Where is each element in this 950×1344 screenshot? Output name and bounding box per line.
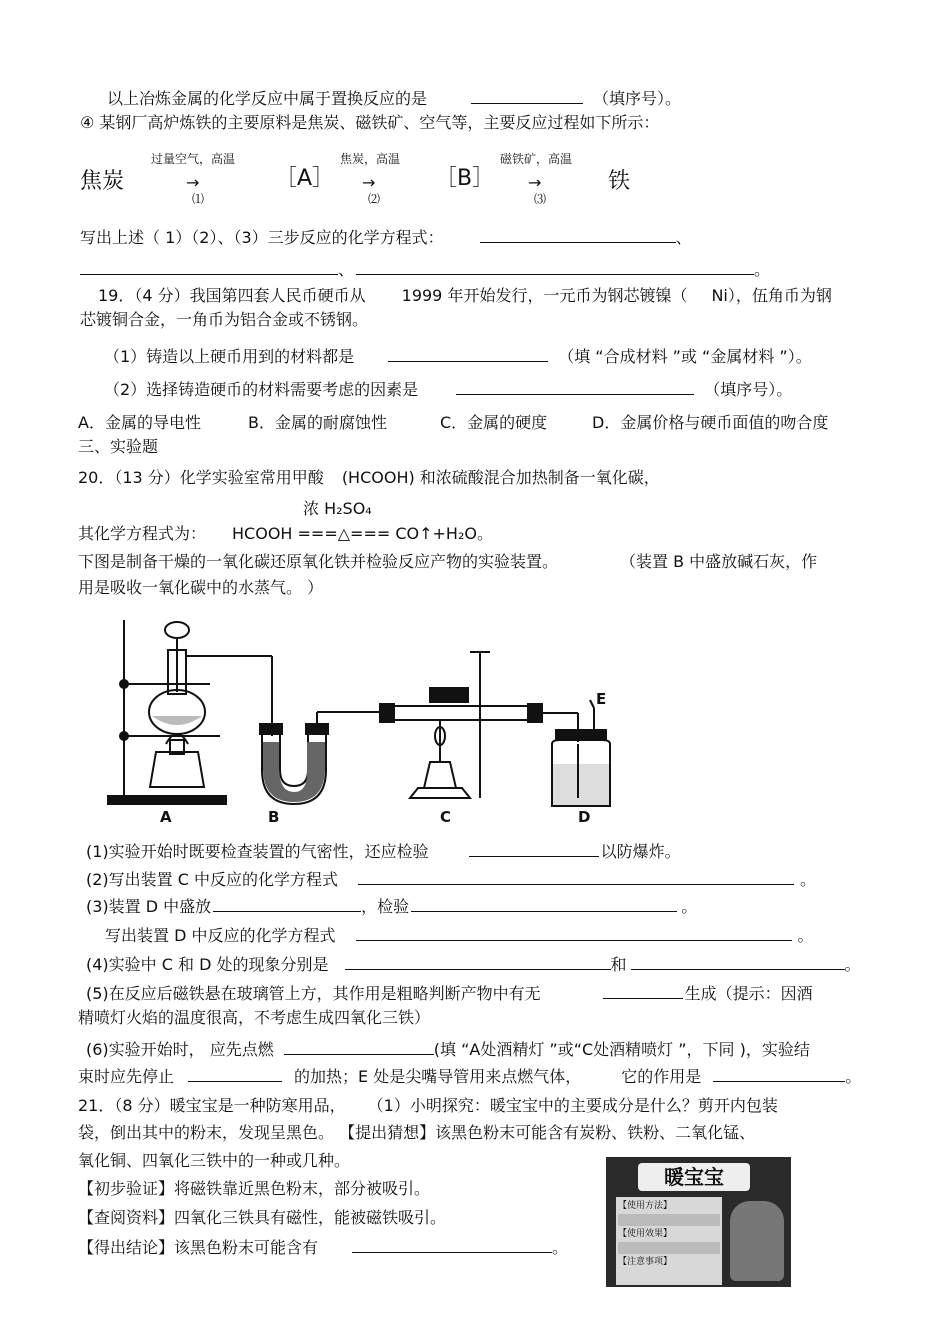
arrow-icon: → xyxy=(362,173,376,192)
arrow-icon: → xyxy=(186,173,200,192)
q21-line2: 袋，倒出其中的粉末，发现呈黑色。 【提出猜想】该黑色粉末可能含有炭粉、铁粉、二氧化锰、 xyxy=(78,1123,756,1142)
answer-blank[interactable] xyxy=(631,953,845,970)
q20-p2: (2)写出装置 C 中反应的化学方程式 。 xyxy=(86,870,817,889)
product-title: 暖宝宝 xyxy=(638,1163,750,1191)
q20-p3: (3)装置 D 中盛放 ，检验 。 xyxy=(86,897,698,916)
q20-p5c: 精喷灯火焰的温度很高，不考虑生成四氧化三铁） xyxy=(78,1008,431,1027)
q20-p4: (4)实验中 C 和 D 处的现象分别是 和 。 xyxy=(86,955,861,974)
q21-line6: 【得出结论】该黑色粉末可能含有 。 xyxy=(78,1238,569,1257)
answer-blank[interactable] xyxy=(456,378,694,395)
product-figure xyxy=(730,1201,784,1281)
answer-blank[interactable] xyxy=(603,982,683,999)
q21-line5: 【查阅资料】四氧化三铁具有磁性，能被磁铁吸引。 xyxy=(78,1208,447,1227)
q18-line2: ④ 某钢厂高炉炼铁的主要原料是焦炭、磁铁矿、空气等，主要反应过程如下所示： xyxy=(80,113,660,132)
answer-blank[interactable] xyxy=(469,840,599,857)
flow-box-b: ［B］ xyxy=(435,166,495,191)
q20-p6: (6)实验开始时， 应先点燃 (填 “A处酒精灯 ”或“C处酒精喷灯 ”，下同 )，实验结 xyxy=(86,1040,810,1059)
section-heading: 三、实验题 xyxy=(78,437,159,456)
answer-blank[interactable] xyxy=(356,924,792,941)
product-notice: 【注意事项】 xyxy=(618,1257,673,1267)
q19-option-a: A．金属的导电性 xyxy=(78,413,201,432)
flow-end: 铁 xyxy=(608,169,631,194)
answer-blank[interactable] xyxy=(352,1236,552,1253)
product-usage: 【使用方法】 xyxy=(618,1201,673,1211)
q18-line1: 以上冶炼金属的化学反应中属于置换反应的是 （填序号）。 xyxy=(107,89,682,108)
q20-equation-line: 其化学方程式为： HCOOH ===△=== CO↑+H₂O。 xyxy=(78,524,493,543)
flow-cond-1: 过量空气，高温 xyxy=(151,152,236,166)
q21-line3: 氧化铜、四氧化三铁中的一种或几种。 xyxy=(78,1151,351,1170)
q19-option-d: D．金属价格与硬币面值的吻合度 xyxy=(592,413,829,432)
q20-p6-line2: 束时应先停止 的加热；E 处是尖嘴导管用来点燃气体， 它的作用是 。 xyxy=(78,1067,862,1086)
label-e: E xyxy=(596,690,607,708)
flow-cond-3: 磁铁矿，高温 xyxy=(500,152,573,166)
q19-option-b: B．金属的耐腐蚀性 xyxy=(248,413,387,432)
flow-cond-2: 焦炭，高温 xyxy=(340,152,401,166)
q20-line4: 用是吸收一氧化碳中的水蒸气。 ） xyxy=(78,578,324,597)
arrow-icon: → xyxy=(528,173,542,192)
answer-blank[interactable] xyxy=(480,226,676,243)
answer-blank[interactable] xyxy=(411,895,677,912)
q20-p5: (5)在反应后磁铁悬在玻璃管上方，其作用是粗略判断产物中有无 生成（提示：因酒 xyxy=(86,984,813,1003)
reaction-condition: 浓 H₂SO₄ xyxy=(303,499,372,518)
apparatus-b xyxy=(260,712,390,804)
apparatus-c xyxy=(380,652,578,798)
q21-line4: 【初步验证】将磁铁靠近黑色粉末，部分被吸引。 xyxy=(78,1179,431,1198)
flow-box-a: ［A］ xyxy=(275,166,335,191)
apparatus-d xyxy=(552,700,610,806)
q19-option-c: C．金属的硬度 xyxy=(440,413,548,432)
flow-step-2: ⑵ xyxy=(368,192,381,206)
product-photo xyxy=(606,1157,791,1287)
answer-blank[interactable] xyxy=(358,868,794,885)
flow-step-3: ⑶ xyxy=(534,192,547,206)
flow-step-1: ⑴ xyxy=(192,192,205,206)
flow-start: 焦炭 xyxy=(80,169,125,194)
q19-sub1: （1）铸造以上硬币用到的材料都是 （填 “合成材料 ”或 “金属材料 ”）。 xyxy=(104,347,812,366)
q19-line2: 芯镀铜合金，一角币为铝合金或不锈钢。 xyxy=(80,310,369,329)
answer-blank[interactable] xyxy=(213,895,361,912)
label-a: A xyxy=(160,808,172,826)
q18-line3: 写出上述（ 1）（2）、（3）三步反应的化学方程式： 、 xyxy=(80,228,692,247)
q20-line3: 下图是制备干燥的一氧化碳还原氧化铁并检验反应产物的实验装置。 （装置 B 中盛放碱石灰，作 xyxy=(78,552,818,571)
label-c: C xyxy=(440,808,452,826)
label-d: D xyxy=(578,808,591,826)
q18-line4: 、 。 xyxy=(80,258,770,281)
answer-blank[interactable] xyxy=(388,345,548,362)
answer-blank[interactable] xyxy=(345,953,611,970)
apparatus-a xyxy=(108,620,272,804)
q20-line1: 20．（13 分）化学实验室常用甲酸 (HCOOH) 和浓硫酸混合加热制备一氧化碳， xyxy=(78,468,660,487)
q20-p1: (1)实验开始时既要检查装置的气密性，还应检验 以防爆炸。 xyxy=(86,842,681,861)
answer-blank[interactable] xyxy=(471,87,583,104)
answer-blank[interactable] xyxy=(713,1065,845,1082)
answer-blank[interactable] xyxy=(188,1065,282,1082)
answer-blank[interactable] xyxy=(80,258,338,275)
answer-blank[interactable] xyxy=(284,1038,434,1055)
q21-line1: 21．（8 分）暖宝宝是一种防寒用品， （1）小明探究：暖宝宝中的主要成分是什么？剪开内包装 xyxy=(78,1096,778,1115)
product-effect: 【使用效果】 xyxy=(618,1229,673,1239)
q20-p3c: 写出装置 D 中反应的化学方程式 。 xyxy=(105,926,814,945)
q19-line1: 19．（4 分）我国第四套人民币硬币从 1999 年开始发行，一元币为钢芯镀镍（ Ni），伍角币为钢 xyxy=(98,286,832,305)
answer-blank[interactable] xyxy=(356,258,754,275)
apparatus-diagram xyxy=(100,612,640,827)
q19-sub2: （2）选择铸造硬币的材料需要考虑的因素是 （填序号）。 xyxy=(104,380,793,399)
label-b: B xyxy=(268,808,280,826)
